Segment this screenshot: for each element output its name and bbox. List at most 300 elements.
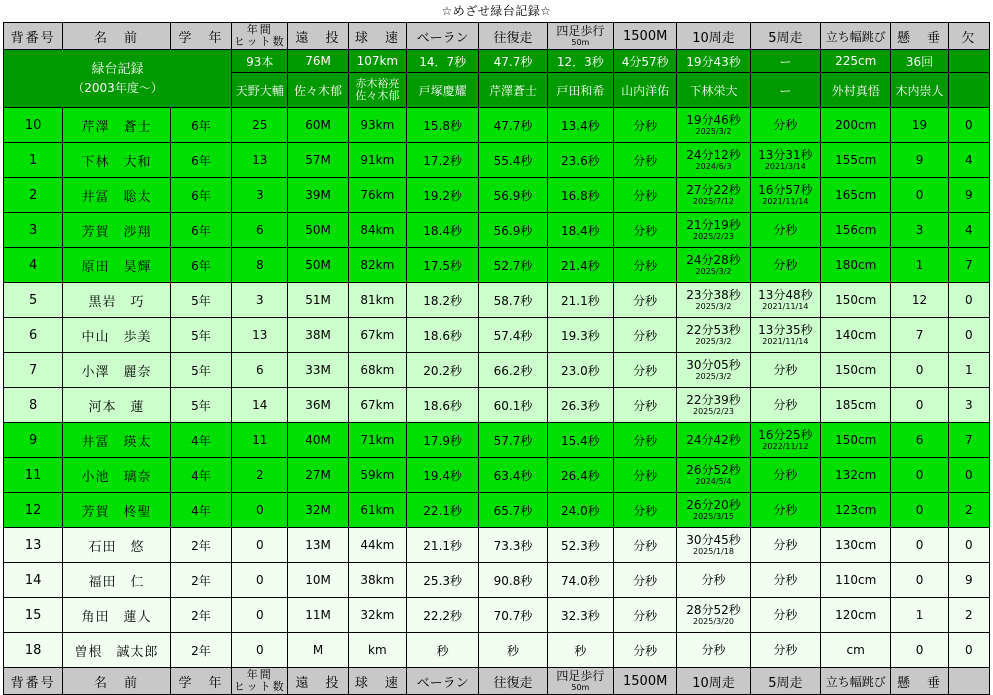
cell-name: 井冨 瑛太 bbox=[63, 423, 171, 458]
cell-pullup: 0 bbox=[891, 178, 948, 213]
cell-1500m: 分秒 bbox=[614, 213, 677, 248]
col-header-number: 背番号 bbox=[4, 23, 63, 50]
cell-hits: 3 bbox=[232, 178, 288, 213]
cell-10laps-date: 2025/3/2 bbox=[695, 127, 732, 136]
school-record-values-row bbox=[4, 50, 990, 73]
cell-5laps-value: 分秒 bbox=[773, 537, 798, 552]
cell-5laps bbox=[750, 178, 820, 213]
cell-shuttle: 73.3秒 bbox=[479, 528, 547, 563]
cell-throw: M bbox=[288, 633, 348, 668]
cell-throw: 32M bbox=[288, 493, 348, 528]
cell-hits: 0 bbox=[232, 493, 288, 528]
cell-shuttle: 60.1秒 bbox=[479, 388, 547, 423]
cell-absent: 0 bbox=[948, 283, 989, 318]
cell-name: 中山 歩美 bbox=[63, 318, 171, 353]
col-header-hits-line2: ヒット数 bbox=[233, 35, 286, 48]
cell-number: 18 bbox=[4, 633, 63, 668]
cell-10laps-date: 2025/3/2 bbox=[695, 372, 732, 381]
record-value-fourleg: 12．3秒 bbox=[547, 50, 613, 73]
record-value-shuttle: 47.7秒 bbox=[479, 50, 547, 73]
cell-name: 芳賀 柊聖 bbox=[63, 493, 171, 528]
cell-absent: 4 bbox=[948, 213, 989, 248]
cell-pullup: 0 bbox=[891, 353, 948, 388]
cell-pullup: 0 bbox=[891, 388, 948, 423]
cell-speed: 81km bbox=[348, 283, 406, 318]
table-row bbox=[4, 528, 990, 563]
cell-10laps bbox=[677, 213, 750, 248]
cell-grade: 2年 bbox=[170, 528, 231, 563]
cell-10laps bbox=[677, 423, 750, 458]
record-holder-speed-l2: 佐々木郁 bbox=[355, 89, 400, 102]
cell-number: 8 bbox=[4, 388, 63, 423]
cell-pullup: 0 bbox=[891, 458, 948, 493]
cell-pullup: 19 bbox=[891, 108, 948, 143]
cell-fourleg: 19.3秒 bbox=[547, 318, 613, 353]
cell-name: 井冨 聡太 bbox=[63, 178, 171, 213]
cell-shuttle: 90.8秒 bbox=[479, 563, 547, 598]
cell-shuttle: 秒 bbox=[479, 633, 547, 668]
cell-10laps-value: 26分52秒 bbox=[686, 463, 741, 477]
cell-10laps bbox=[677, 633, 750, 668]
cell-absent: 9 bbox=[948, 178, 989, 213]
cell-speed: 59km bbox=[348, 458, 406, 493]
record-value-10laps: 19分43秒 bbox=[677, 50, 750, 73]
cell-fourleg: 秒 bbox=[547, 633, 613, 668]
cell-absent: 0 bbox=[948, 318, 989, 353]
cell-10laps bbox=[677, 528, 750, 563]
cell-pullup: 7 bbox=[891, 318, 948, 353]
cell-shuttle: 55.4秒 bbox=[479, 143, 547, 178]
cell-baserun: 15.8秒 bbox=[406, 108, 478, 143]
cell-grade: 6年 bbox=[170, 213, 231, 248]
cell-10laps-value: 24分12秒 bbox=[686, 148, 741, 162]
cell-10laps-date: 2025/3/2 bbox=[695, 337, 732, 346]
record-holder-fourleg bbox=[547, 73, 613, 108]
cell-fourleg: 13.4秒 bbox=[547, 108, 613, 143]
cell-10laps-date: 2025/7/12 bbox=[692, 197, 735, 206]
cell-10laps-value: 分秒 bbox=[701, 572, 726, 587]
footer-col-pullup: 懸 垂 bbox=[891, 668, 948, 695]
record-holder-speed-l1: 赤木裕亮 bbox=[355, 77, 400, 90]
cell-hits: 0 bbox=[232, 598, 288, 633]
table-row bbox=[4, 458, 990, 493]
cell-5laps bbox=[750, 598, 820, 633]
table-row bbox=[4, 143, 990, 178]
cell-throw: 39M bbox=[288, 178, 348, 213]
footer-col-hits bbox=[232, 668, 288, 695]
cell-pullup: 0 bbox=[891, 563, 948, 598]
cell-shuttle: 66.2秒 bbox=[479, 353, 547, 388]
cell-absent: 0 bbox=[948, 633, 989, 668]
cell-absent: 0 bbox=[948, 458, 989, 493]
record-value-baserun: 14．7秒 bbox=[406, 50, 478, 73]
record-holder-shuttle-l1: 芹澤蒼士 bbox=[489, 83, 538, 98]
cell-hits: 11 bbox=[232, 423, 288, 458]
cell-10laps bbox=[677, 283, 750, 318]
cell-1500m: 分秒 bbox=[614, 143, 677, 178]
cell-10laps-date: 2024/6/3 bbox=[695, 162, 732, 171]
cell-10laps-value: 30分05秒 bbox=[686, 358, 741, 372]
cell-baserun: 21.1秒 bbox=[406, 528, 478, 563]
table-row bbox=[4, 563, 990, 598]
cell-speed: 44km bbox=[348, 528, 406, 563]
cell-fourleg: 16.8秒 bbox=[547, 178, 613, 213]
cell-name: 黒岩 巧 bbox=[63, 283, 171, 318]
cell-10laps-date: 2025/3/20 bbox=[692, 617, 735, 626]
cell-longjump: 150cm bbox=[821, 283, 891, 318]
record-holder-longjump-l1: 外村真悟 bbox=[831, 83, 880, 98]
cell-5laps bbox=[750, 388, 820, 423]
col-header-absent: 欠 bbox=[948, 23, 989, 50]
footer-col-baserun: ベーラン bbox=[406, 668, 478, 695]
cell-absent: 2 bbox=[948, 493, 989, 528]
cell-10laps-value: 22分53秒 bbox=[686, 323, 741, 337]
col-header-speed: 球 速 bbox=[348, 23, 406, 50]
cell-shuttle: 63.4秒 bbox=[479, 458, 547, 493]
cell-speed: 67km bbox=[348, 388, 406, 423]
record-holder-pullup bbox=[891, 73, 948, 108]
cell-5laps bbox=[750, 318, 820, 353]
cell-1500m: 分秒 bbox=[614, 633, 677, 668]
cell-baserun: 18.4秒 bbox=[406, 213, 478, 248]
cell-1500m: 分秒 bbox=[614, 528, 677, 563]
footer-col-hits-line1: 年間 bbox=[246, 668, 273, 681]
record-value-5laps: ー bbox=[750, 50, 820, 73]
col-header-1500m: 1500M bbox=[614, 23, 677, 50]
footer-col-grade: 学 年 bbox=[170, 668, 231, 695]
cell-1500m: 分秒 bbox=[614, 388, 677, 423]
cell-10laps-value: 22分39秒 bbox=[686, 393, 741, 407]
cell-name: 河本 蓮 bbox=[63, 388, 171, 423]
footer-col-10laps: 10周走 bbox=[677, 668, 750, 695]
cell-throw: 36M bbox=[288, 388, 348, 423]
cell-grade: 5年 bbox=[170, 388, 231, 423]
record-value-hits: 93本 bbox=[232, 50, 288, 73]
cell-fourleg: 24.0秒 bbox=[547, 493, 613, 528]
cell-name: 曽根 誠太郎 bbox=[63, 633, 171, 668]
cell-5laps-value: 分秒 bbox=[773, 642, 798, 657]
cell-5laps bbox=[750, 563, 820, 598]
cell-fourleg: 26.3秒 bbox=[547, 388, 613, 423]
cell-grade: 2年 bbox=[170, 563, 231, 598]
cell-number: 3 bbox=[4, 213, 63, 248]
cell-hits: 25 bbox=[232, 108, 288, 143]
cell-10laps-date: 2024/5/4 bbox=[695, 477, 732, 486]
cell-5laps bbox=[750, 248, 820, 283]
cell-shuttle: 47.7秒 bbox=[479, 108, 547, 143]
record-holder-hits-l1: 天野大輔 bbox=[235, 83, 284, 98]
school-record-label-line1: 緑台記録 bbox=[91, 61, 144, 77]
cell-shuttle: 58.7秒 bbox=[479, 283, 547, 318]
cell-longjump: 130cm bbox=[821, 528, 891, 563]
footer-col-fourleg-label: 四足歩行 bbox=[556, 669, 605, 683]
cell-10laps bbox=[677, 458, 750, 493]
cell-1500m: 分秒 bbox=[614, 598, 677, 633]
cell-shuttle: 57.7秒 bbox=[479, 423, 547, 458]
cell-number: 11 bbox=[4, 458, 63, 493]
cell-absent: 0 bbox=[948, 528, 989, 563]
cell-1500m: 分秒 bbox=[614, 563, 677, 598]
cell-10laps bbox=[677, 108, 750, 143]
cell-absent: 1 bbox=[948, 353, 989, 388]
cell-10laps-value: 26分20秒 bbox=[686, 498, 741, 512]
record-holder-5laps-l1: ー bbox=[779, 83, 792, 98]
cell-5laps bbox=[750, 633, 820, 668]
cell-hits: 2 bbox=[232, 458, 288, 493]
cell-number: 13 bbox=[4, 528, 63, 563]
cell-baserun: 18.2秒 bbox=[406, 283, 478, 318]
cell-longjump: 123cm bbox=[821, 493, 891, 528]
cell-1500m: 分秒 bbox=[614, 108, 677, 143]
record-holder-baserun bbox=[406, 73, 478, 108]
cell-fourleg: 21.4秒 bbox=[547, 248, 613, 283]
col-header-hits bbox=[232, 23, 288, 50]
cell-pullup: 1 bbox=[891, 248, 948, 283]
table-row bbox=[4, 283, 990, 318]
cell-longjump: 185cm bbox=[821, 388, 891, 423]
cell-throw: 60M bbox=[288, 108, 348, 143]
footer-col-hits-line2: ヒット数 bbox=[233, 680, 286, 693]
cell-1500m: 分秒 bbox=[614, 318, 677, 353]
record-holder-throw bbox=[288, 73, 348, 108]
cell-5laps bbox=[750, 108, 820, 143]
cell-throw: 50M bbox=[288, 213, 348, 248]
cell-10laps-date: 2025/3/15 bbox=[692, 512, 735, 521]
cell-baserun: 19.4秒 bbox=[406, 458, 478, 493]
table-row bbox=[4, 248, 990, 283]
cell-1500m: 分秒 bbox=[614, 423, 677, 458]
cell-absent: 3 bbox=[948, 388, 989, 423]
cell-hits: 13 bbox=[232, 318, 288, 353]
cell-baserun: 25.3秒 bbox=[406, 563, 478, 598]
cell-number: 12 bbox=[4, 493, 63, 528]
cell-grade: 6年 bbox=[170, 178, 231, 213]
cell-10laps-value: 28分52秒 bbox=[686, 603, 741, 617]
cell-fourleg: 74.0秒 bbox=[547, 563, 613, 598]
cell-speed: 93km bbox=[348, 108, 406, 143]
record-holder-speed bbox=[348, 73, 406, 108]
cell-10laps bbox=[677, 493, 750, 528]
col-header-fourleg-sub: 50m bbox=[571, 38, 590, 47]
cell-longjump: cm bbox=[821, 633, 891, 668]
record-value-absent bbox=[948, 50, 989, 73]
table-body bbox=[4, 108, 990, 668]
record-holder-shuttle bbox=[479, 73, 547, 108]
cell-fourleg: 23.0秒 bbox=[547, 353, 613, 388]
cell-number: 2 bbox=[4, 178, 63, 213]
cell-5laps bbox=[750, 143, 820, 178]
cell-10laps-value: 30分45秒 bbox=[686, 533, 741, 547]
records-table bbox=[3, 22, 990, 695]
cell-10laps bbox=[677, 598, 750, 633]
cell-number: 1 bbox=[4, 143, 63, 178]
record-value-speed: 107km bbox=[348, 50, 406, 73]
cell-grade: 6年 bbox=[170, 248, 231, 283]
cell-throw: 50M bbox=[288, 248, 348, 283]
col-header-hits-line1: 年間 bbox=[246, 23, 273, 36]
cell-absent: 0 bbox=[948, 108, 989, 143]
cell-name: 芳賀 渉翔 bbox=[63, 213, 171, 248]
table-row bbox=[4, 213, 990, 248]
cell-grade: 4年 bbox=[170, 423, 231, 458]
table-row bbox=[4, 633, 990, 668]
cell-5laps-date: 2021/3/14 bbox=[764, 162, 806, 171]
cell-10laps-value: 19分46秒 bbox=[686, 113, 741, 127]
table-row bbox=[4, 598, 990, 633]
col-header-longjump: 立ち幅跳び bbox=[821, 23, 891, 50]
cell-hits: 14 bbox=[232, 388, 288, 423]
cell-shuttle: 56.9秒 bbox=[479, 213, 547, 248]
footer-col-speed: 球 速 bbox=[348, 668, 406, 695]
record-holder-hits bbox=[232, 73, 288, 108]
col-header-fourleg-label: 四足歩行 bbox=[556, 24, 605, 38]
table-row bbox=[4, 318, 990, 353]
cell-throw: 33M bbox=[288, 353, 348, 388]
cell-5laps-value: 分秒 bbox=[773, 222, 798, 237]
record-holder-longjump bbox=[821, 73, 891, 108]
cell-name: 芹澤 蒼士 bbox=[63, 108, 171, 143]
cell-speed: 84km bbox=[348, 213, 406, 248]
cell-speed: 82km bbox=[348, 248, 406, 283]
cell-hits: 0 bbox=[232, 633, 288, 668]
footer-col-fourleg-sub: 50m bbox=[571, 683, 590, 692]
cell-1500m: 分秒 bbox=[614, 353, 677, 388]
cell-baserun: 22.2秒 bbox=[406, 598, 478, 633]
cell-speed: 61km bbox=[348, 493, 406, 528]
cell-pullup: 0 bbox=[891, 493, 948, 528]
col-header-name: 名 前 bbox=[63, 23, 171, 50]
cell-number: 6 bbox=[4, 318, 63, 353]
cell-name: 小池 璃奈 bbox=[63, 458, 171, 493]
cell-name: 石田 悠 bbox=[63, 528, 171, 563]
cell-grade: 5年 bbox=[170, 318, 231, 353]
cell-1500m: 分秒 bbox=[614, 458, 677, 493]
cell-throw: 38M bbox=[288, 318, 348, 353]
record-holder-pullup-l1: 木内崇人 bbox=[895, 83, 944, 98]
cell-speed: 67km bbox=[348, 318, 406, 353]
table-header-row bbox=[4, 23, 990, 50]
cell-5laps-value: 13分31秒 bbox=[758, 148, 813, 162]
cell-grade: 4年 bbox=[170, 458, 231, 493]
cell-1500m: 分秒 bbox=[614, 248, 677, 283]
cell-5laps-value: 分秒 bbox=[773, 397, 798, 412]
cell-pullup: 0 bbox=[891, 633, 948, 668]
cell-1500m: 分秒 bbox=[614, 493, 677, 528]
record-holder-baserun-l1: 戸塚慶耀 bbox=[418, 83, 467, 98]
record-value-1500m: 4分57秒 bbox=[614, 50, 677, 73]
cell-longjump: 120cm bbox=[821, 598, 891, 633]
cell-fourleg: 18.4秒 bbox=[547, 213, 613, 248]
cell-5laps-value: 分秒 bbox=[773, 117, 798, 132]
record-value-pullup: 36回 bbox=[891, 50, 948, 73]
cell-name: 福田 仁 bbox=[63, 563, 171, 598]
cell-baserun: 18.6秒 bbox=[406, 318, 478, 353]
cell-longjump: 110cm bbox=[821, 563, 891, 598]
cell-longjump: 165cm bbox=[821, 178, 891, 213]
cell-10laps-value: 24分42秒 bbox=[686, 432, 741, 447]
col-header-shuttle: 往復走 bbox=[479, 23, 547, 50]
cell-hits: 0 bbox=[232, 563, 288, 598]
table-row bbox=[4, 353, 990, 388]
cell-shuttle: 70.7秒 bbox=[479, 598, 547, 633]
cell-absent: 7 bbox=[948, 248, 989, 283]
cell-speed: 71km bbox=[348, 423, 406, 458]
cell-pullup: 1 bbox=[891, 598, 948, 633]
cell-name: 下林 大和 bbox=[63, 143, 171, 178]
footer-col-shuttle: 往復走 bbox=[479, 668, 547, 695]
cell-10laps-date: 2025/3/2 bbox=[695, 267, 732, 276]
cell-number: 10 bbox=[4, 108, 63, 143]
cell-10laps bbox=[677, 248, 750, 283]
cell-longjump: 140cm bbox=[821, 318, 891, 353]
footer-col-blank bbox=[948, 668, 989, 695]
cell-10laps bbox=[677, 178, 750, 213]
cell-10laps bbox=[677, 388, 750, 423]
col-header-baserun: ベーラン bbox=[406, 23, 478, 50]
cell-5laps-value: 分秒 bbox=[773, 467, 798, 482]
cell-grade: 4年 bbox=[170, 493, 231, 528]
cell-number: 4 bbox=[4, 248, 63, 283]
cell-fourleg: 26.4秒 bbox=[547, 458, 613, 493]
table-row bbox=[4, 108, 990, 143]
cell-5laps-value: 分秒 bbox=[773, 362, 798, 377]
cell-5laps bbox=[750, 493, 820, 528]
cell-pullup: 12 bbox=[891, 283, 948, 318]
cell-longjump: 150cm bbox=[821, 353, 891, 388]
record-value-throw: 76M bbox=[288, 50, 348, 73]
cell-speed: km bbox=[348, 633, 406, 668]
cell-number: 9 bbox=[4, 423, 63, 458]
cell-10laps-value: 23分38秒 bbox=[686, 288, 741, 302]
cell-5laps-date: 2021/11/14 bbox=[762, 337, 809, 346]
cell-5laps bbox=[750, 283, 820, 318]
cell-shuttle: 57.4秒 bbox=[479, 318, 547, 353]
cell-baserun: 20.2秒 bbox=[406, 353, 478, 388]
cell-speed: 38km bbox=[348, 563, 406, 598]
cell-number: 14 bbox=[4, 563, 63, 598]
cell-hits: 3 bbox=[232, 283, 288, 318]
page-title: ☆めざせ緑台記録☆ bbox=[441, 4, 552, 18]
cell-absent: 9 bbox=[948, 563, 989, 598]
cell-shuttle: 65.7秒 bbox=[479, 493, 547, 528]
cell-10laps bbox=[677, 318, 750, 353]
record-holder-10laps-l1: 下林栄大 bbox=[689, 83, 738, 98]
cell-hits: 6 bbox=[232, 213, 288, 248]
cell-hits: 8 bbox=[232, 248, 288, 283]
cell-shuttle: 52.7秒 bbox=[479, 248, 547, 283]
cell-10laps-value: 24分28秒 bbox=[686, 253, 741, 267]
school-record-label bbox=[4, 50, 232, 108]
cell-5laps-date: 2021/11/14 bbox=[762, 302, 809, 311]
cell-10laps-value: 21分19秒 bbox=[686, 218, 741, 232]
cell-throw: 10M bbox=[288, 563, 348, 598]
record-holder-1500m bbox=[614, 73, 677, 108]
cell-baserun: 19.2秒 bbox=[406, 178, 478, 213]
record-holder-throw-l1: 佐々木郁 bbox=[294, 83, 343, 98]
cell-fourleg: 15.4秒 bbox=[547, 423, 613, 458]
cell-5laps-value: 分秒 bbox=[773, 572, 798, 587]
cell-fourleg: 23.6秒 bbox=[547, 143, 613, 178]
school-record-label-line2: （2003年度～） bbox=[72, 80, 163, 95]
table-row bbox=[4, 178, 990, 213]
cell-throw: 27M bbox=[288, 458, 348, 493]
cell-absent: 2 bbox=[948, 598, 989, 633]
cell-hits: 6 bbox=[232, 353, 288, 388]
record-holder-fourleg-l1: 戸田和希 bbox=[556, 83, 605, 98]
cell-longjump: 155cm bbox=[821, 143, 891, 178]
cell-5laps-date: 2021/11/14 bbox=[762, 197, 809, 206]
cell-grade: 6年 bbox=[170, 108, 231, 143]
